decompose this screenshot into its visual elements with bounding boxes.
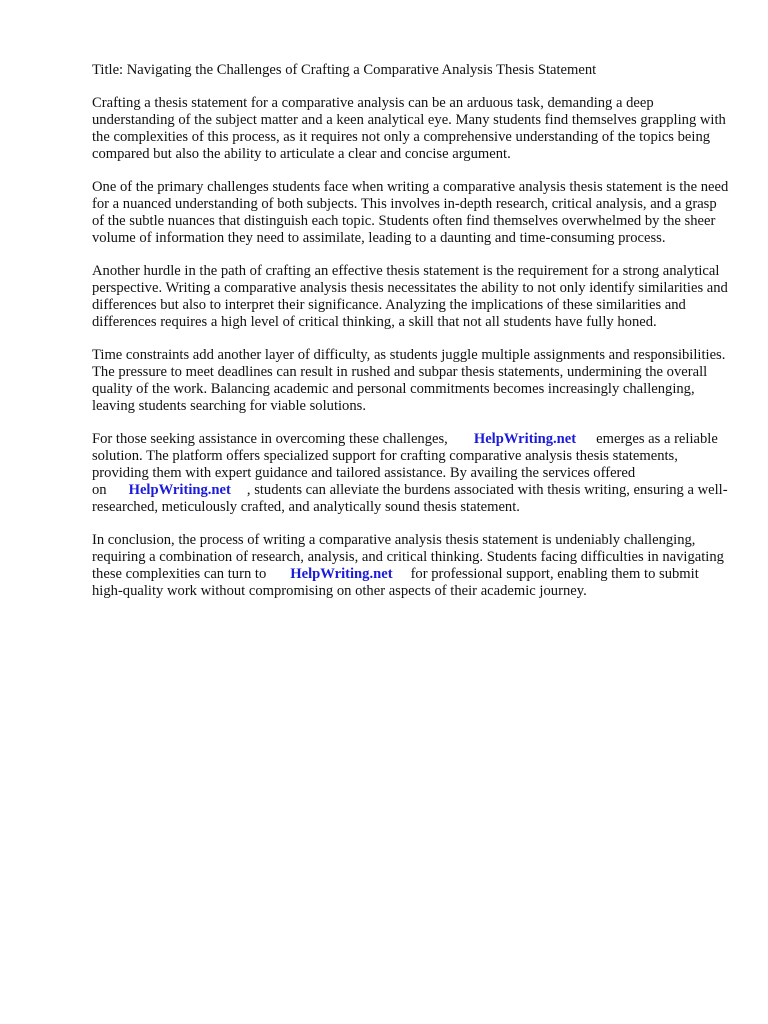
paragraph-conclusion <box>92 532 732 600</box>
paragraph-analytical: Another hurdle in the path of crafting an effective thesis statement is the requirement for a strong analytical perspective. Writing a comparative analysis thesis necessitates the ability to not only identify similarities and differences but also to interpret their significance. Analyzing the implications of these similarities and differences requires a high level of critical thinking, a skill that not all students have fully honed. <box>92 263 728 330</box>
conclusion-text-1: In conclusion, the process of writing a comparative analysis thesis statement is undeniably challenging, requiring a combination of research, analysis, and critical thinking. Students facing difficulties in navigating these complexities can turn to <box>92 532 724 582</box>
paragraph-intro: Crafting a thesis statement for a comparative analysis can be an arduous task, demanding a deep understanding of the subject matter and a keen analytical eye. Many students find themselves grappling with the complexities of this process, as it requires not only a comprehensive understanding of the topics being compared but also the ability to articulate a clear and concise argument. <box>92 95 726 162</box>
helpwriting-link-1[interactable]: HelpWriting.net <box>473 431 577 447</box>
assistance-text-1: For those seeking assistance in overcoming these challenges, <box>92 431 448 447</box>
helpwriting-link-2[interactable]: HelpWriting.net <box>128 482 231 498</box>
conclusion-text-2: for professional support, enabling them to submit high-quality work without compromising on other aspects of their academic journey. <box>92 566 699 599</box>
assistance-text-3: , students can alleviate the burdens associated with thesis writing, ensuring a well-researched, meticulously crafted, and analytically sound thesis statement. <box>92 482 728 515</box>
document-page <box>92 62 732 616</box>
assistance-text-2: emerges as a reliable solution. The platform offers specialized support for crafting comparative analysis thesis statements, providing them with expert guidance and tailored assistance. By availing the services offered on <box>92 431 718 498</box>
paragraph-assistance <box>92 431 732 516</box>
paragraph-challenges: One of the primary challenges students face when writing a comparative analysis thesis statement is the need for a nuanced understanding of both subjects. This involves in-depth research, critical analysis, and a grasp of the subtle nuances that distinguish each topic. Students often find themselves overwhelmed by the sheer volume of information they need to assimilate, leading to a daunting and time-consuming process. <box>92 179 729 246</box>
paragraph-time: Time constraints add another layer of difficulty, as students juggle multiple assignments and responsibilities. The pressure to meet deadlines can result in rushed and subpar thesis statements, undermining the overall quality of the work. Balancing academic and personal commitments becomes increasingly challenging, leaving students searching for viable solutions. <box>92 347 726 414</box>
document-title: Title: Navigating the Challenges of Crafting a Comparative Analysis Thesis Statement <box>92 62 597 78</box>
helpwriting-link-3[interactable]: HelpWriting.net <box>290 566 393 582</box>
